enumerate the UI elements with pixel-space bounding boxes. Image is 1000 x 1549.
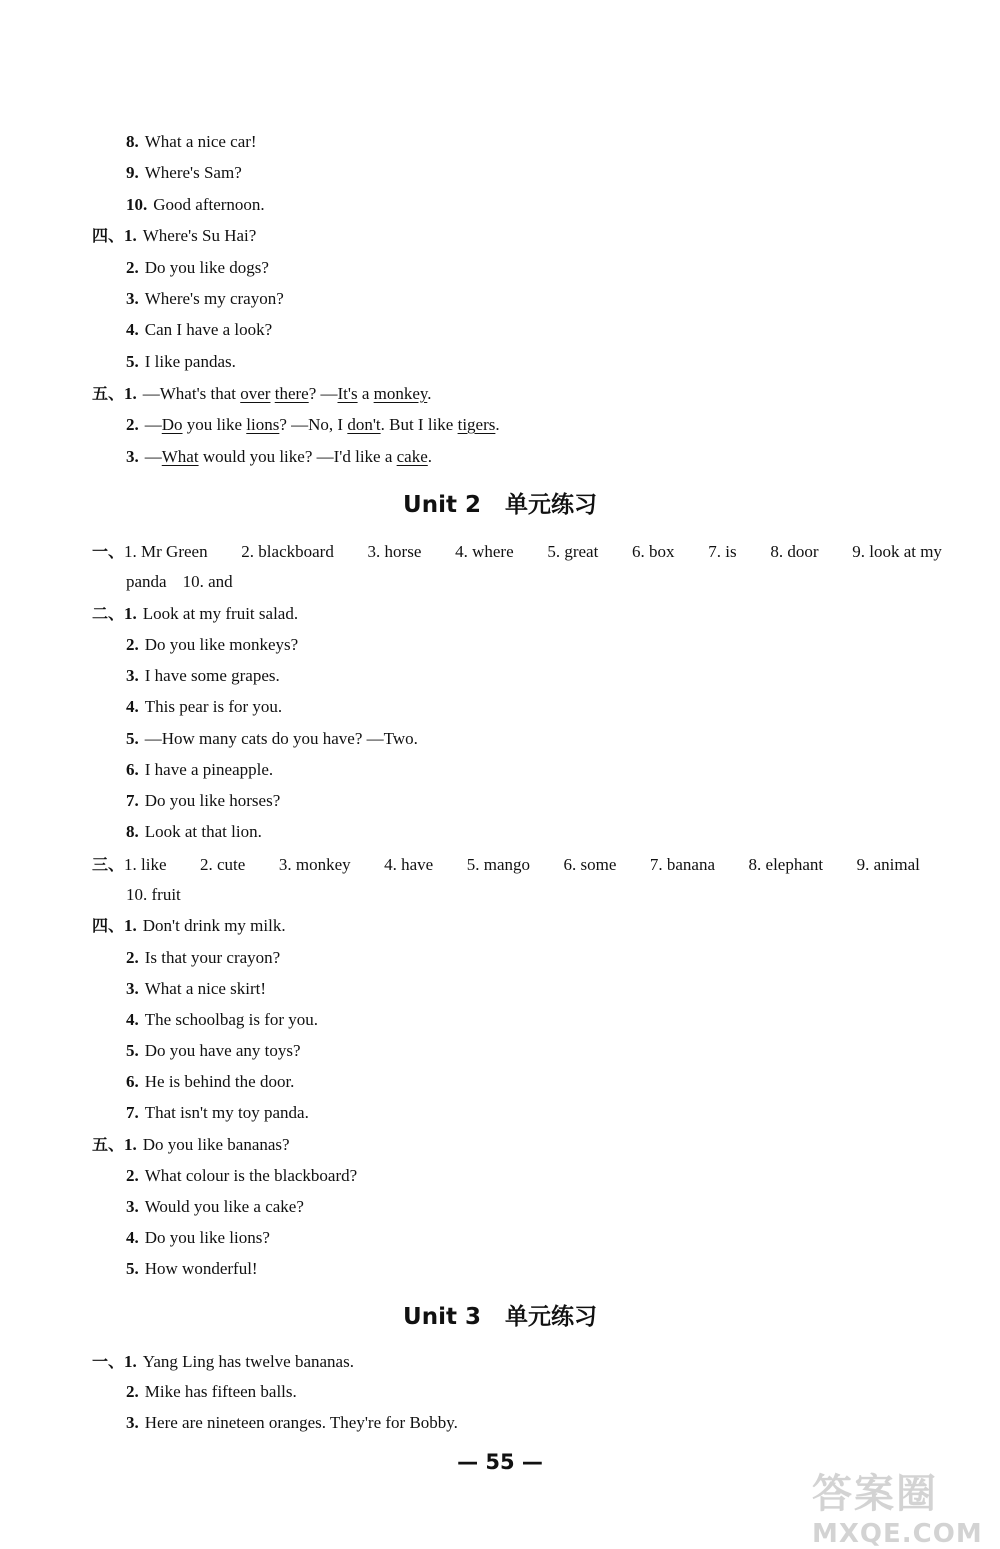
answer-line: 2. —Do you like lions? —No, I don't. But I like tigers. — [126, 415, 500, 434]
answer-line: 5. —How many cats do you have? —Two. — [126, 729, 418, 748]
answer-line: 8. Look at that lion. — [126, 822, 262, 841]
section-marker: 四、 — [92, 916, 125, 935]
answer-line: 6. He is behind the door. — [126, 1072, 295, 1091]
answer-line: 3. Where's my crayon? — [126, 289, 284, 308]
answer-line: 5. I like pandas. — [126, 352, 236, 371]
answer-line: 4. This pear is for you. — [126, 697, 283, 716]
answer-line: 2. Do you like dogs? — [126, 258, 269, 277]
answer-line: 2. Do you like monkeys? — [126, 635, 299, 654]
answer-line: 8. What a nice car! — [126, 132, 257, 151]
answer-line: 3. Here are nineteen oranges. They're for Bobby. — [126, 1413, 458, 1432]
answer-line: 4. Do you like lions? — [126, 1228, 270, 1247]
answer-line: 4. The schoolbag is for you. — [126, 1010, 319, 1029]
answer-line: 5. Do you have any toys? — [126, 1041, 301, 1060]
answer-line: 4. Can I have a look? — [126, 320, 273, 339]
answer-line: panda 10. and — [126, 572, 233, 591]
watermark-bottom: MXQE.COM — [812, 1519, 983, 1549]
answer-line: 五、1. Do you like bananas? — [92, 1135, 290, 1154]
answer-line: 10. fruit — [126, 885, 181, 904]
section-marker: 五、 — [92, 1135, 125, 1154]
answer-line: 9. Where's Sam? — [126, 163, 242, 182]
answer-line: 四、1. Don't drink my milk. — [92, 916, 286, 935]
section-marker: 一、 — [92, 1352, 125, 1371]
unit3-heading: Unit 3 单元练习 — [403, 1304, 597, 1330]
answer-line: 2. What colour is the blackboard? — [126, 1166, 358, 1185]
unit2-heading: Unit 2 单元练习 — [403, 492, 597, 518]
answer-line: 二、1. Look at my fruit salad. — [92, 604, 299, 623]
section-marker: 五、 — [92, 384, 125, 403]
watermark-logo — [812, 1462, 983, 1549]
watermark-top: 答案圈 — [812, 1471, 938, 1517]
section-marker: 三、 — [92, 855, 125, 874]
section-marker: 一、 — [92, 542, 125, 561]
answer-line: 10. Good afternoon. — [126, 195, 265, 214]
answer-line: 7. Do you like horses? — [126, 791, 281, 810]
answer-line: 一、1. Yang Ling has twelve bananas. — [92, 1352, 354, 1371]
answer-line: 3. Would you like a cake? — [126, 1197, 304, 1216]
answer-line: 3. What a nice skirt! — [126, 979, 267, 998]
answer-line: 7. That isn't my toy panda. — [126, 1103, 309, 1122]
answer-line: 2. Is that your crayon? — [126, 948, 281, 967]
answer-line: 3. —What would you like? —I'd like a cake. — [126, 447, 433, 466]
section-marker: 二、 — [92, 604, 125, 623]
answer-line: 2. Mike has fifteen balls. — [126, 1382, 297, 1401]
section-marker: 四、 — [92, 226, 125, 245]
answer-line: 五、1. —What's that over there? —It's a monkey. — [92, 384, 432, 403]
answer-line: 5. How wonderful! — [126, 1259, 258, 1278]
page-number: — 55 — — [457, 1450, 543, 1474]
answer-line: 3. I have some grapes. — [126, 666, 280, 685]
answer-row: 一、1. Mr Green 2. blackboard 3. horse 4. where 5. great 6. box 7. is 8. door 9. look at my — [92, 542, 942, 561]
answer-line: 四、1. Where's Su Hai? — [92, 226, 257, 245]
answer-line: 6. I have a pineapple. — [126, 760, 274, 779]
answer-row: 三、1. like 2. cute 3. monkey 4. have 5. mango 6. some 7. banana 8. elephant 9. animal — [92, 855, 920, 874]
